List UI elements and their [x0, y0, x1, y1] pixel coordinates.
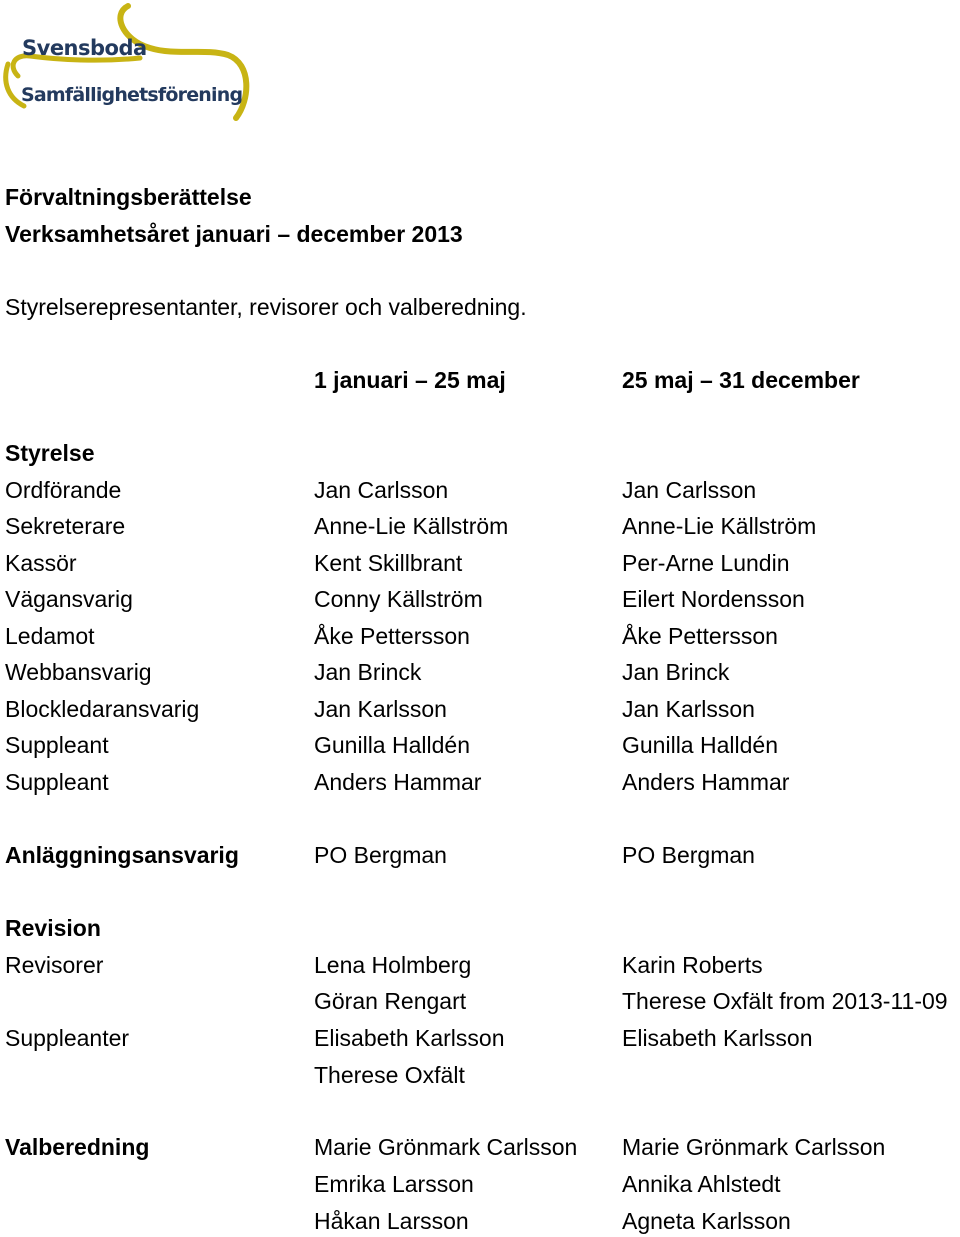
member-period2: Anne-Lie Källström	[622, 513, 817, 539]
section-heading-styrelse: Styrelse	[5, 440, 95, 466]
member-period1: Jan Carlsson	[314, 477, 449, 503]
document-title: Förvaltningsberättelse	[5, 184, 252, 210]
period2-header: 25 maj – 31 december	[622, 367, 860, 393]
period1-header: 1 januari – 25 maj	[314, 367, 506, 393]
role-label: Ledamot	[5, 623, 95, 649]
member-period2: Jan Carlsson	[622, 477, 757, 503]
role-label: Ordförande	[5, 477, 122, 503]
member-period2: Gunilla Halldén	[622, 732, 778, 758]
document-subtitle: Verksamhetsåret januari – december 2013	[5, 221, 463, 247]
member-period1: Håkan Larsson	[314, 1208, 469, 1234]
member-period2: Elisabeth Karlsson	[622, 1025, 813, 1051]
role-label: Suppleant	[5, 769, 109, 795]
member-period1: Göran Rengart	[314, 988, 467, 1014]
role-label: Suppleanter	[5, 1025, 130, 1051]
role-label: Suppleant	[5, 732, 109, 758]
member-period1: Elisabeth Karlsson	[314, 1025, 505, 1051]
role-label: Revisorer	[5, 952, 104, 978]
member-period2: Åke Pettersson	[622, 623, 778, 649]
role-label-valberedning: Valberedning	[5, 1134, 150, 1160]
member-period2: Per-Arne Lundin	[622, 550, 790, 576]
member-period1: Jan Brinck	[314, 659, 422, 685]
member-period1: PO Bergman	[314, 842, 447, 868]
member-period2: Marie Grönmark Carlsson	[622, 1134, 886, 1160]
member-period1: Therese Oxfält	[314, 1062, 465, 1088]
member-period2: Therese Oxfält from 2013-11-09	[622, 988, 948, 1014]
member-period2: Jan Karlsson	[622, 696, 755, 722]
member-period2: Anders Hammar	[622, 769, 790, 795]
role-label: Kassör	[5, 550, 77, 576]
member-period2: Eilert Nordensson	[622, 586, 805, 612]
role-label: Blockledaransvarig	[5, 696, 200, 722]
member-period2: Jan Brinck	[622, 659, 730, 685]
logo-name-line1: Svensboda	[22, 36, 147, 60]
member-period1: Anders Hammar	[314, 769, 482, 795]
member-period1: Åke Pettersson	[314, 623, 470, 649]
role-label-anlaggningsansvarig: Anläggningsansvarig	[5, 842, 239, 868]
association-logo	[0, 0, 260, 130]
role-label: Vägansvarig	[5, 586, 133, 612]
member-period1: Anne-Lie Källström	[314, 513, 509, 539]
member-period1: Jan Karlsson	[314, 696, 447, 722]
member-period1: Conny Källström	[314, 586, 483, 612]
member-period1: Lena Holmberg	[314, 952, 472, 978]
role-label: Webbansvarig	[5, 659, 152, 685]
logo-name-line2: Samfällighetsförening	[21, 84, 243, 106]
section-heading-revision: Revision	[5, 915, 101, 941]
member-period2: PO Bergman	[622, 842, 755, 868]
member-period2: Agneta Karlsson	[622, 1208, 791, 1234]
member-period1: Kent Skillbrant	[314, 550, 463, 576]
member-period1: Emrika Larsson	[314, 1171, 474, 1197]
member-period2: Annika Ahlstedt	[622, 1171, 781, 1197]
logo-curve-graphic	[0, 0, 260, 130]
member-period1: Marie Grönmark Carlsson	[314, 1134, 578, 1160]
member-period1: Gunilla Halldén	[314, 732, 470, 758]
member-period2: Karin Roberts	[622, 952, 763, 978]
role-label: Sekreterare	[5, 513, 126, 539]
intro-text: Styrelserepresentanter, revisorer och valberedning.	[5, 294, 527, 320]
